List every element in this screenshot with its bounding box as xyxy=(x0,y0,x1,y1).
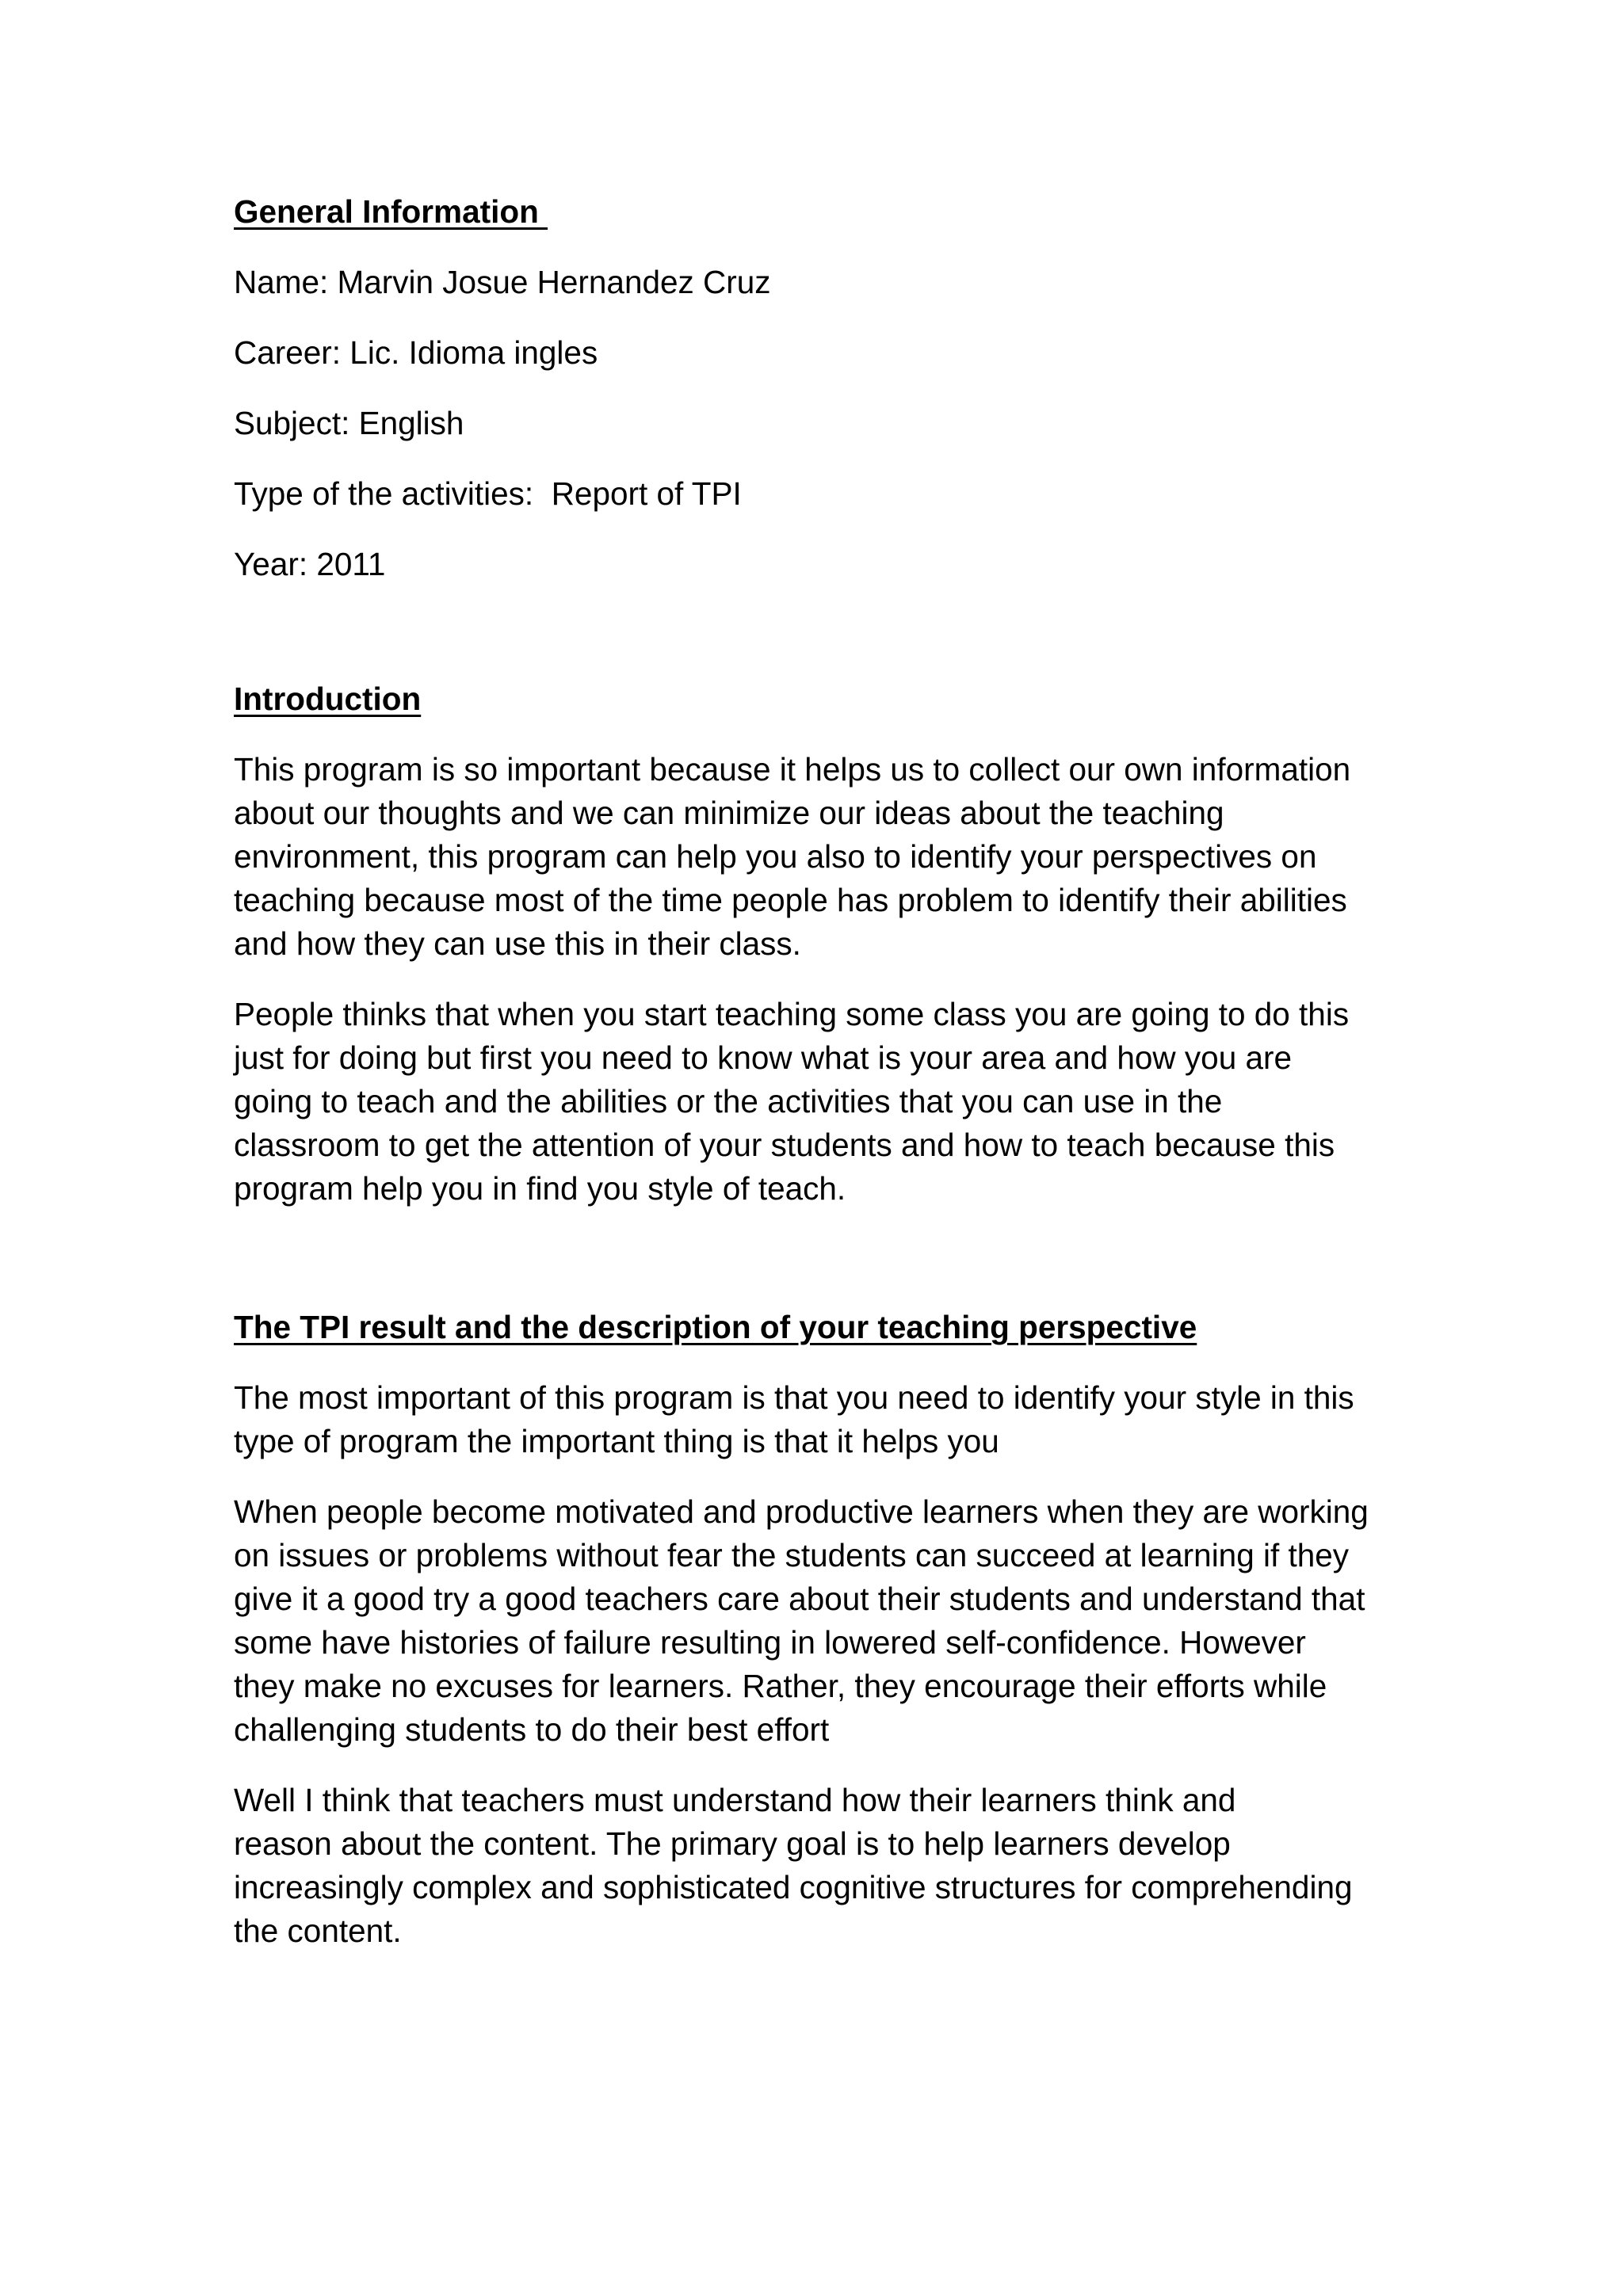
text-line: increasingly complex and sophisticated cognitive structures for comprehending xyxy=(234,1869,1353,1905)
career-line: Career: Lic. Idioma ingles xyxy=(234,334,598,371)
tpi-result-heading: The TPI result and the description of your teaching perspective xyxy=(234,1309,1197,1345)
section-spacer xyxy=(234,613,1423,677)
paragraph xyxy=(234,1490,1423,1752)
text-line: the content. xyxy=(234,1913,402,1949)
paragraph xyxy=(234,748,1423,966)
text-line: going to teach and the abilities or the activities that you can use in the xyxy=(234,1083,1223,1119)
text-line: environment, this program can help you also to identify your perspectives on xyxy=(234,838,1317,875)
paragraph xyxy=(234,993,1423,1211)
text-line: about our thoughts and we can minimize our ideas about the teaching xyxy=(234,795,1224,831)
text-line: on issues or problems without fear the students can succeed at learning if they xyxy=(234,1537,1350,1573)
year-line: Year: 2011 xyxy=(234,546,386,582)
text-line: give it a good try a good teachers care about their students and understand that xyxy=(234,1581,1365,1617)
text-line: challenging students to do their best effort xyxy=(234,1711,830,1748)
tpi-result-section xyxy=(234,1306,1423,1953)
introduction-heading: Introduction xyxy=(234,681,422,717)
text-line: reason about the content. The primary goal is to help learners develop xyxy=(234,1825,1231,1862)
text-line: When people become motivated and productive learners when they are working xyxy=(234,1493,1369,1530)
text-line: type of program the important thing is that it helps you xyxy=(234,1423,999,1459)
section-spacer xyxy=(234,1238,1423,1306)
subject-line: Subject: English xyxy=(234,405,464,441)
general-information-section xyxy=(234,190,1423,586)
text-line: just for doing but first you need to know what is your area and how you are xyxy=(234,1039,1293,1076)
text-line: teaching because most of the time people has problem to identify their abilities xyxy=(234,882,1347,918)
name-line: Name: Marvin Josue Hernandez Cruz xyxy=(234,264,771,300)
text-line: and how they can use this in their class. xyxy=(234,925,801,962)
text-line: Well I think that teachers must understand how their learners think and xyxy=(234,1782,1236,1818)
introduction-section xyxy=(234,677,1423,1211)
text-line: classroom to get the attention of your students and how to teach because this xyxy=(234,1127,1335,1163)
document-body xyxy=(234,190,1423,1980)
text-line: This program is so important because it helps us to collect our own information xyxy=(234,751,1351,788)
text-line: The most important of this program is that you need to identify your style in this xyxy=(234,1379,1354,1416)
general-information-heading: General Information xyxy=(234,193,548,230)
text-line: People thinks that when you start teaching some class you are going to do this xyxy=(234,996,1350,1032)
paragraph xyxy=(234,1376,1423,1463)
text-line: they make no excuses for learners. Rather, they encourage their efforts while xyxy=(234,1668,1327,1704)
activity-type-line: Type of the activities: Report of TPI xyxy=(234,475,742,512)
paragraph xyxy=(234,1779,1423,1953)
text-line: some have histories of failure resulting in lowered self-confidence. However xyxy=(234,1624,1306,1661)
text-line: program help you in find you style of teach. xyxy=(234,1170,846,1207)
